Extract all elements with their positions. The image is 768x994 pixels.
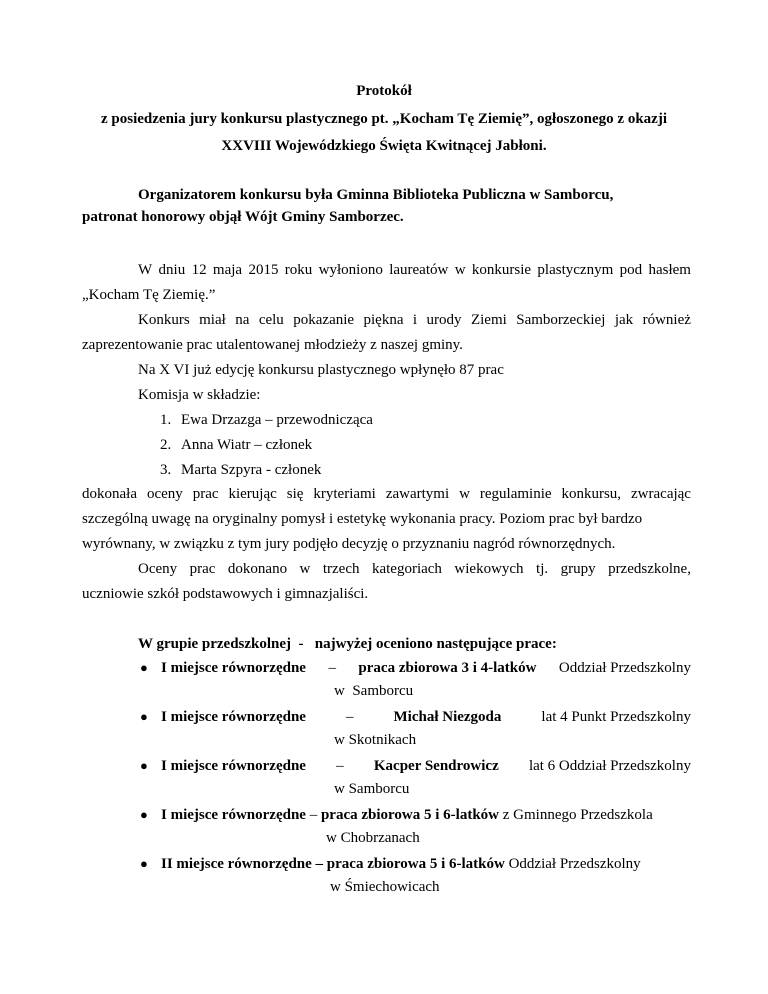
results-heading: W grupie przedszkolnej - najwyżej oceniono następujące prace: <box>138 636 557 652</box>
jury-list-item: 3. Marta Szpyra - członek <box>160 462 322 478</box>
bullet-icon: ● <box>140 807 148 822</box>
bullet-icon: ● <box>140 758 148 773</box>
jury-list-item: 2. Anna Wiatr – członek <box>160 437 313 453</box>
document-title: Protokół <box>356 83 412 99</box>
result-item-4: I miejsce równorzędne – praca zbiorowa 5 i 6-latków z Gminnego Przedszkola <box>161 807 653 823</box>
result-item-5-city: w Śmiechowicach <box>330 879 440 895</box>
jury-list-item: 1. Ewa Drzazga – przewodnicząca <box>160 412 373 428</box>
title-line-3: XXVIII Wojewódzkiego Święta Kwitnącej Jabłoni. <box>221 138 547 154</box>
bullet-icon: ● <box>140 856 148 871</box>
result-item-1-city: w Samborcu <box>334 683 414 699</box>
result-item-5: II miejsce równorzędne – praca zbiorowa 5 i 6-latków Oddział Przedszkolny <box>161 856 641 872</box>
result-item-1: I miejsce równorzędne – praca zbiorowa 3 i 4-latków Oddział Przedszkolny <box>161 660 691 676</box>
result-item-2-city: w Skotnikach <box>334 732 417 748</box>
result-item-3-city: w Samborcu <box>334 781 410 797</box>
paragraph-2-line-2: zaprezentowanie prac utalentowanej młodzieży z naszej gminy. <box>82 337 463 353</box>
paragraph-5-line-2: szczególną uwagę na oryginalny pomysł i estetykę wykonania pracy. Poziom prac był bardzo <box>82 511 643 527</box>
result-item-2: I miejsce równorzędne – Michał Niezgoda lat 4 Punkt Przedszkolny <box>161 709 691 725</box>
result-item-3: I miejsce równorzędne – Kacper Sendrowicz lat 6 Oddział Przedszkolny <box>161 758 691 774</box>
paragraph-3: Na X VI już edycję konkursu plastycznego wpłynęło 87 prac <box>138 362 504 378</box>
paragraph-5-line-3: wyrównany, w związku z tym jury podjęło decyzję o przyznaniu nagród równorzędnych. <box>82 536 616 552</box>
title-line-2: z posiedzenia jury konkursu plastycznego pt. „Kocham Tę Ziemię”, ogłoszonego z okazji <box>101 111 667 127</box>
paragraph-1-line-2: „Kocham Tę Ziemię.” <box>82 287 216 303</box>
organizer-line-1: Organizatorem konkursu była Gminna Biblioteka Publiczna w Samborcu, <box>138 187 614 203</box>
paragraph-6-line-2: uczniowie szkół podstawowych i gimnazjaliści. <box>82 586 369 602</box>
paragraph-4: Komisja w składzie: <box>138 387 261 403</box>
result-item-4-city: w Chobrzanach <box>326 830 420 846</box>
paragraph-5-line-1: dokonała oceny prac kierując się kryteriami zawartymi w regulaminie konkursu, zwracając <box>82 486 691 502</box>
bullet-icon: ● <box>140 709 148 724</box>
paragraph-1-line-1: W dniu 12 maja 2015 roku wyłoniono laureatów w konkursie plastycznym pod hasłem <box>138 262 691 278</box>
paragraph-2-line-1: Konkurs miał na celu pokazanie piękna i urody Ziemi Samborzeckiej jak również <box>138 312 691 328</box>
paragraph-6-line-1: Oceny prac dokonano w trzech kategoriach wiekowych tj. grupy przedszkolne, <box>138 561 691 577</box>
bullet-icon: ● <box>140 660 148 675</box>
organizer-line-2: patronat honorowy objął Wójt Gminy Samborzec. <box>82 209 404 225</box>
